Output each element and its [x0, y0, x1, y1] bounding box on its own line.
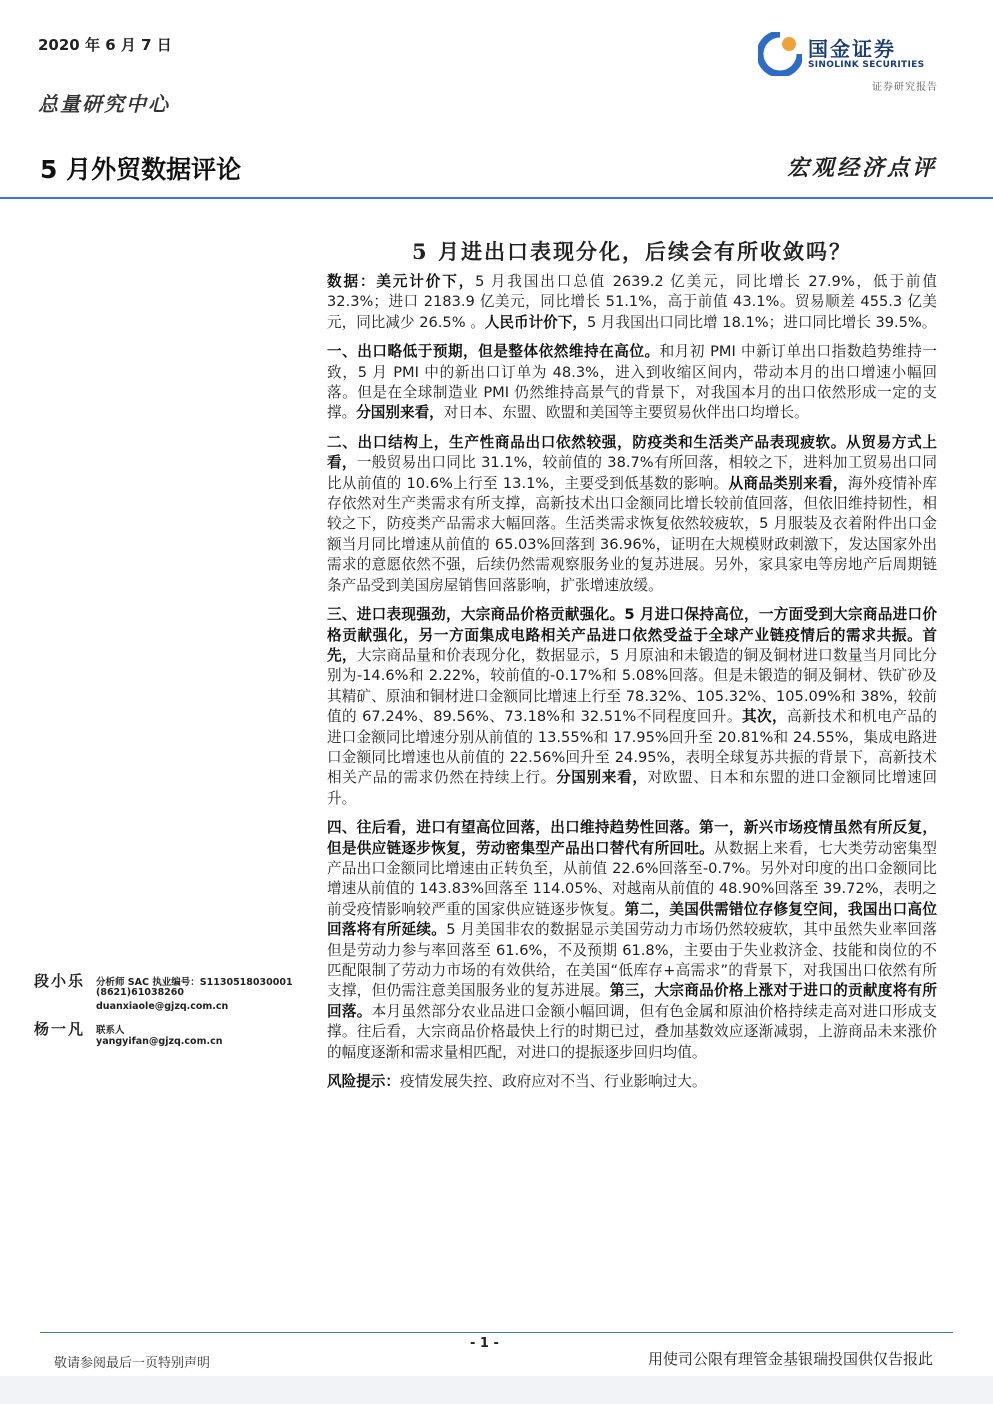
paragraph-text: 从数据上来看，七大类劳动密集型产品出口金额同比增速由正转负至，从前值 22.6%回落至-0.7%。另外对印度的出口金额同比增速从前值的 143.83%回落至 114.05%、对越南从前值的 48.90%回落至 39.72%，表明之前受疫情影响较严重的国家供应链逐步恢复。 [327, 839, 937, 918]
company-logo [758, 30, 948, 80]
paragraph-text: 本月虽然部分农业品进口金额小幅回调，但有色金属和原油价格持续走高对进口形成支撑。往后看，大宗商品价格最快上行的时期已过，叠加基数效应逐渐减弱，上游商品未来涨价的幅度逐渐和需求量相匹配，对进口的提振逐步回归均值。 [327, 1002, 937, 1061]
paragraph-risk [327, 1072, 937, 1092]
analyst-email[interactable]: yangyifan@gjzq.com.cn [96, 1036, 223, 1047]
logo-chinese-name: 国金证券 [808, 37, 896, 61]
report-title: 5 月外贸数据评论 [40, 155, 242, 184]
paragraph-lead: 第二，美国供需错位存修复空间，我国出口高位回落将有所延续。 [327, 900, 937, 939]
paragraph-export-overview [327, 342, 937, 424]
logo-mark-icon [758, 32, 802, 76]
page-number: - 1 - [470, 1336, 499, 1351]
footer-divider [40, 1332, 953, 1333]
paragraph-lead: 第三，大宗商品价格上涨对于进口的贡献度将有所回落。 [327, 982, 937, 1020]
paragraph-export-structure [327, 433, 937, 596]
paragraph-text: 5 月我国出口同比增 18.1%；进口同比增长 39.5%。 [586, 313, 937, 331]
paragraph-lead: 分国别来看， [356, 404, 444, 422]
paragraph-lead: 从商品类别来看， [728, 474, 848, 492]
report-type: 宏观经济点评 [786, 155, 937, 181]
paragraph-text: 和月初 PMI 中新订单出口指数趋势维持一致，5 月 PMI 中的新出口订单为 48.3%，进入到收缩区间内，带动本月的出口增速小幅回落。但是在全球制造业 PMI 仍然维持高景气的背景下，对我国本月的出口依然形成一定的支撑。 [327, 343, 937, 422]
analyst-name: 杨一凡 [34, 1020, 86, 1038]
watermark-band [0, 1376, 993, 1404]
paragraph-lead: 数据：美元计价下， [327, 273, 476, 290]
research-center-label: 总量研究中心 [38, 92, 170, 116]
paragraph-lead: 二、出口结构上，生产性商品出口依然较强，防疫类和生活类产品表现疲软。从贸易方式上看， [327, 433, 937, 472]
report-date: 2020 年 6 月 7 日 [38, 36, 172, 54]
paragraph-lead: 一、出口略低于预期，但是整体依然维持在高位。 [327, 343, 660, 361]
analyst-role: 联系人 [96, 1025, 125, 1036]
paragraph-text: 一般贸易出口同比 31.1%，较前值的 38.7%有所回落，相较之下，进料加工贸易出口同比从前值的 10.6%上行至 13.1%，主要受到低基数的影响。 [327, 454, 937, 492]
report-body [327, 238, 937, 1101]
paragraph-text: 海外疫情补库存依然对生产类需求有所支撑，高新技术出口金额同比增长较前值回落，但依旧维持韧性，相较之下，防疫类产品需求大幅回落。生活类需求恢复依然较疲软，5 月服装及衣着附件出口金额当月同比增速从前值的 65.03%回落到 36.96%，证明在大规模财政刺激下，发达国家外出需求的意愿依然不强，后续仍然需观察服务业的复苏进展。另外，家具家电等房地产后周期链条产品受到美国房屋销售回落影响，扩张增速放缓。 [327, 474, 937, 594]
analyst-name: 段小乐 [34, 972, 86, 990]
paragraph-lead: 三、进口表现强劲，大宗商品价格贡献强化。5 月进口保持高位，一方面受到大宗商品进口价格贡献强化，另一方面集成电路相关产品进口依然受益于全球产业链疫情后的需求共振。首先， [327, 606, 937, 664]
article-headline: 5 月进出口表现分化，后续会有所收敛吗？ [412, 239, 852, 264]
mirrored-disclaimer: 用使司公限有理管金基银瑞投国供仅告报此 [647, 1350, 933, 1368]
disclaimer-notice: 敬请参阅最后一页特别声明 [54, 1356, 211, 1371]
paragraph-text: 高新技术和机电产品的进口金额同比增速分别从前值的 13.55%和 17.95%回升至 20.81%和 24.55%，集成电路进口金额同比增速也从前值的 22.56%回升至 24.95%，表明全球复苏共振的背景下，高新技术相关产品的需求仍然在持续上行。 [327, 708, 937, 787]
paragraph-text: 疫情发展失控、政府应对不当、行业影响过大。 [399, 1073, 707, 1091]
paragraph-lead: 风险提示： [327, 1073, 400, 1091]
analyst-role: 分析师 SAC 执业编号：S1130518030001 [96, 977, 293, 988]
paragraph-text: 对日本、东盟、欧盟和美国等主要贸易伙伴出口均增长。 [443, 404, 809, 422]
header-divider [0, 197, 993, 199]
report-category-label: 证券研究报告 [872, 82, 938, 93]
analyst-phone: (8621)61038260 [96, 987, 185, 998]
paragraph-text: 5 月美国非农的数据显示美国劳动力市场仍然较疲软，其中虽然失业率回落但是劳动力参与率回落至 61.6%，不及预期 61.8%，主要由于失业救济金、技能和岗位的不匹配限制了劳动力市场的有效供给，在美国“低库存+高需求”的背景下，对我国出口依然有所支撑，但仍需注意美国服务业的复苏进展。 [327, 921, 937, 1000]
paragraph-lead: 其次， [741, 708, 788, 726]
logo-english-name: SINOLINK SECURITIES [808, 60, 925, 70]
paragraph-data-summary [327, 272, 937, 333]
paragraph-lead: 四、往后看，进口有望高位回落，出口维持趋势性回落。第一，新兴市场疫情虽然有所反复，但是供应链逐步恢复，劳动密集型产品出口替代有所回吐。 [327, 819, 937, 857]
paragraph-text: 大宗商品量和价表现分化，数据显示，5 月原油和未锻造的铜及铜材进口数量当月同比分别为-14.6%和 2.22%，较前值的-0.17%和 5.08%回落。但是未锻造的铜及铜材、铁矿砂及其精矿、原油和铜材进口金额同比增速上行至 78.32%、105.32%、105.09%和 38%，较前值的 67.24%、89.56%、73.18%和 32.51%不同程度回升。 [327, 646, 937, 726]
paragraph-lead: 人民币计价下， [484, 313, 587, 331]
analyst-email[interactable]: duanxiaole@gjzq.com.cn [96, 1001, 229, 1012]
paragraph-import [327, 605, 937, 809]
paragraph-lead: 分国别来看， [556, 769, 648, 787]
paragraph-text: 5 月我国出口总值 2639.2 亿美元，同比增长 27.9%，低于前值 32.3%；进口 2183.9 亿美元，同比增长 51.1%，高于前值 43.1%。贸易顺差 455.3 亿美元，同比减少 26.5% 。 [327, 273, 937, 331]
paragraph-outlook [327, 818, 937, 1063]
paragraph-text: 对欧盟、日本和东盟的进口金额同比增速回升。 [327, 769, 937, 807]
